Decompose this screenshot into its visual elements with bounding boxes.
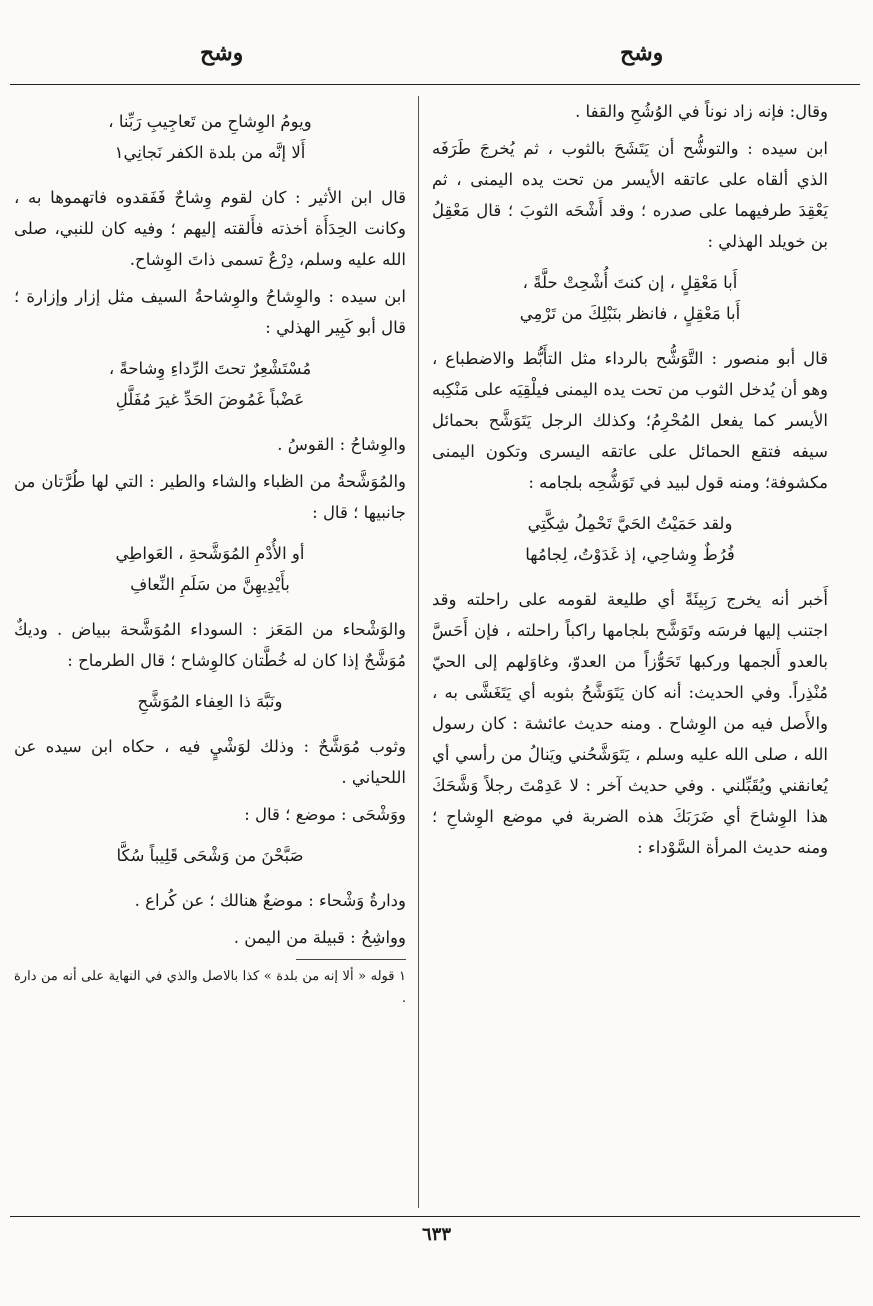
column-divider (418, 96, 419, 1208)
paragraph: قال ابن الأثير : كان لقوم وِشاحٌ فَفَقدوه فاتهموها به ، وكانت الحِدَأَة أخذته فأَلقته إليهم ؛ وفيه كان للنبي، صلى الله عليه وسلم، دِرْعٌ تسمى ذاتَ الوِشاح. (14, 188, 406, 269)
poem-verse (14, 353, 406, 415)
right-column-header: وشح (620, 40, 664, 66)
paragraph: ابن سيده : والتوشُّح أن يَتَشَحَ بالثوب ، ثم يُخرجَ طَرَفَه الذي ألقاه على عاتقه الأيسر من تحت يده اليمنى ، ثم يَعْقِدَ طرفيهما على صدره ؛ وقد أَشْحَه الثوبَ ؛ قال مَعْقِلُ بن خويلد الهذلي : (432, 139, 828, 251)
verse-line: أَبا مَعْقِلٍ ، فانظر بنَبْلِكَ من تَرْمِي (519, 304, 741, 323)
poem-verse (14, 840, 406, 871)
poem-verse (14, 686, 406, 717)
paragraph: ووَشْحَى : موضع ؛ قال : (244, 805, 406, 824)
paragraph: والمُوَشَّحةُ من الظباء والشاء والطير : التي لها طُرَّتان من جانبيها ؛ قال : (14, 472, 406, 522)
verse-line: أو الأُدْمِ المُوَشَّحةِ ، العَواطِي (115, 544, 305, 563)
footer-rule (10, 1216, 860, 1217)
verse-line: عَضْباً غَمُوضَ الحَدِّ غيرَ مُفَلَّلِ (115, 390, 305, 409)
left-column (14, 96, 406, 1016)
right-column (432, 96, 828, 869)
verse-line: ونَبَّهَ ذا العِفاء المُوَشَّحِ (137, 692, 283, 711)
verse-line: فُرُطٌ وِشاحِي، إذ غَدَوْتُ، لِجامُها (525, 545, 735, 564)
paragraph: والوَشْحاء من المَعَز : السوداء المُوَشَّحة ببياض . وديكٌ مُوَشَّحٌ إذا كان له خُطَّتان كالوِشاح ؛ قال الطرماح : (14, 620, 406, 670)
poem-verse (432, 508, 828, 570)
verse-line: صَبَّحْنَ من وَشْحَى قَلِيباً سُكَّا (116, 846, 304, 865)
footnote-rule (296, 959, 406, 960)
paragraph: ابن سيده : والوِشاحُ والوِشاحةُ السيف مثل إزار وإزارة ؛ قال أبو كَبِير الهذلي : (14, 287, 406, 337)
left-column-header: وشح (200, 40, 244, 66)
verse-line: ويومُ الوِشاحِ من تَعاجِيبِ رَبِّنا ، (108, 112, 312, 131)
poem-verse (14, 106, 406, 168)
verse-line: ولقد حَمَيْتُ الحَيَّ تَحْمِلُ شِكَّتِي (527, 514, 733, 533)
paragraph: ودارةُ وَشْحاء : موضعٌ هنالك ؛ عن كُراع . (134, 891, 406, 910)
verse-line: مُسْتَشْعِرٌ تحتَ الرِّداءِ وِشاحةً ، (108, 359, 312, 378)
verse-line: بأَيْدِيهِنَّ من سَلَمِ النِّعافِ (130, 575, 290, 594)
paragraph: أَخبر أنه يخرج رَبِيئَةً أي طليعة لقومه على راحلته وقد اجتنب إليها فرسَه وتَوَشَّح بلجامها راكباً راحلته ، فإن أَحَسَّ بالعدو أَلجمها وركبها تَحَوُّزاً من العدوّ، وغاوَلهم إلى الحيّ مُنْذِراً. وفي الحديث: أنه كان يَتَوَشَّحُ بثوبه أي يَتَغَشَّى به ، والأَصل فيه من الوِشاح . ومنه حديث عائشة : كان رسول الله ، صلى الله عليه وسلم ، يَتَوَشَّحُني ويَنالُ من رأسي أي يُعانقني ويُقَبِّلني . وفي حديث آخر : لا عَدِمْتَ رجلاً وَشَّحَكَ هذا الوِشاحَ أي ضَرَبَكَ هذه الضربة في موضع الوِشاحِ ؛ ومنه حديث المرأة السَّوْداء : (432, 590, 828, 857)
poem-verse (14, 538, 406, 600)
paragraph: والوِشاحُ : القوسُ . (277, 435, 406, 454)
poem-verse (432, 267, 828, 329)
paragraph: وواشِحُ : قبيلة من اليمن . (233, 928, 406, 947)
footnote: ١ قوله « ألا إنه من بلدة » كذا بالاصل والذي في النهاية على أنه من دارة . (14, 969, 406, 1006)
header-rule (10, 84, 860, 85)
paragraph: قال أبو منصور : التَّوَشُّح بالرداء مثل التأَبُّط والاضطباع ، وهو أن يُدخل الثوب من تحت يده اليمنى فيلْقِيَه على مَنْكِبه الأيسر كما يفعل المُحْرِمُ؛ وكذلك الرجل يَتَوَشَّح بحمائل سيفه فتقع الحمائل على عاتقه اليسرى وتكون اليمنى مكشوفة؛ ومنه قول لبيد في تَوَشُّحِه بلجامه : (432, 349, 828, 492)
verse-line: أَبا مَعْقِلٍ ، إن كنتَ أُشْحِتْ حلَّةً ، (522, 273, 738, 292)
paragraph: وثوب مُوَشَّحٌ : وذلك لوَشْيٍ فيه ، حكاه ابن سيده عن اللحياني . (14, 737, 406, 787)
paragraph: وقال: فإنه زاد نوناً في الوُشُحِ والقفا . (575, 102, 828, 121)
page-number: ٦٣٣ (421, 1224, 451, 1245)
verse-line: أَلا إنَّه من بلدة الكفر نَجانِي١ (114, 143, 306, 162)
